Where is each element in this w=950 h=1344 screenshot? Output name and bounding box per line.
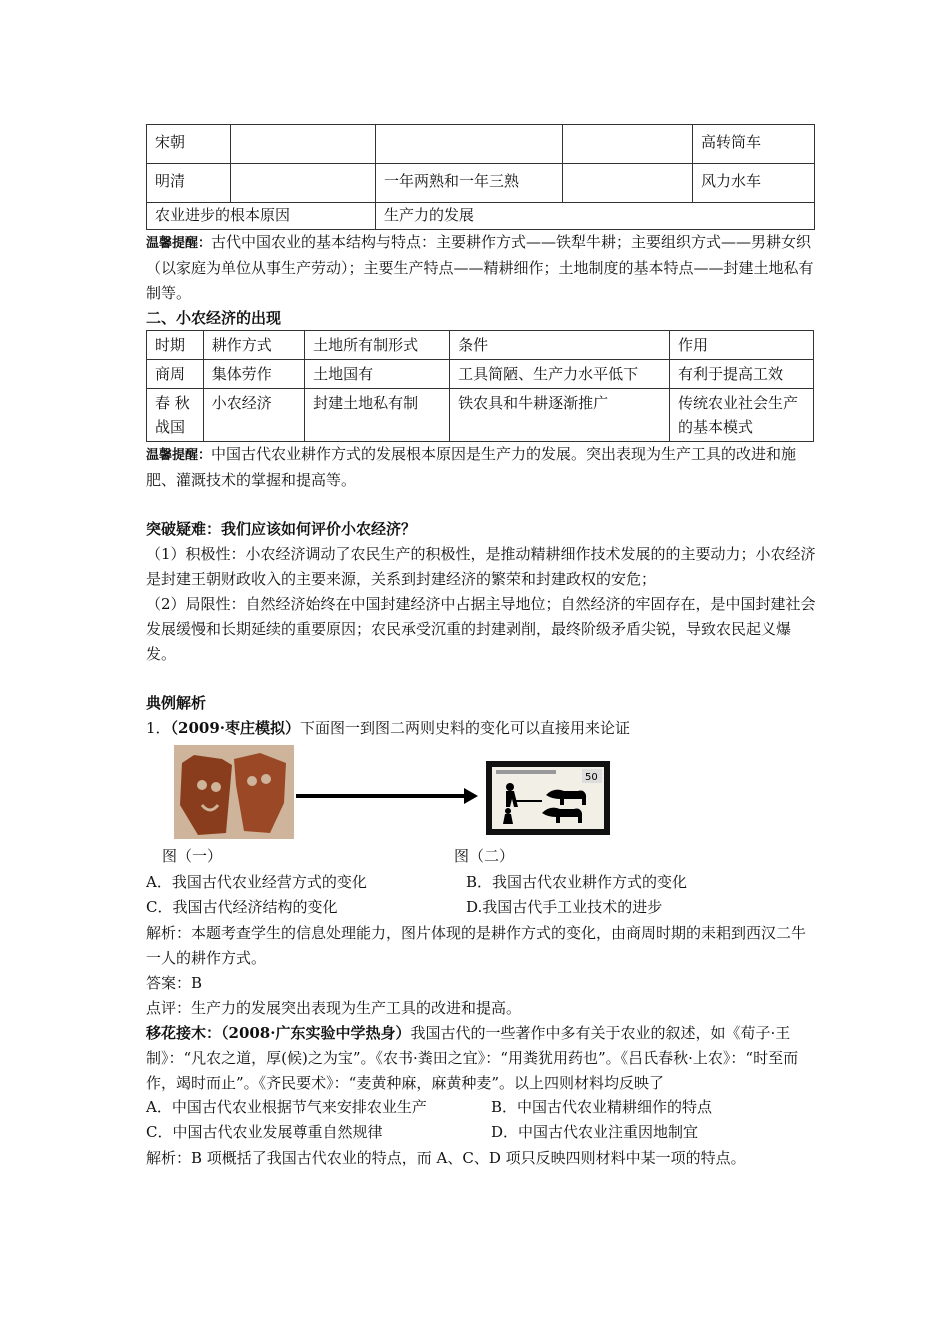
breakthrough-title: 突破疑难：我们应该如何评价小农经济？ (146, 520, 417, 538)
analysis: 解析：B 项概括了我国古代农业的特点，而 A、C、D 项只反映四则材料中某一项的特点。 (146, 1149, 746, 1167)
section-title: 二、小农经济的出现 (146, 309, 282, 327)
figure-caption: 图（一） (162, 847, 223, 865)
figure-captions (146, 845, 816, 871)
tip-text: 中国古代农业耕作方式的发展根本原因是生产力的发展。突出表现为生产工具的改进和施肥、灌溉技术的掌握和提高等。 (146, 445, 797, 489)
examples-title: 典例解析 (146, 694, 207, 712)
table-cell (231, 164, 376, 203)
ox-plough-stamp (486, 761, 610, 835)
option-c: C．我国古代经济结构的变化 (146, 898, 338, 916)
option-a: A．我国古代农业经营方式的变化 (146, 873, 367, 891)
table-cell: 铁农具和牛耕逐渐推广 (450, 389, 670, 442)
column-header: 作用 (670, 331, 814, 360)
svg-text:50: 50 (585, 772, 598, 783)
question-text: 下面图一到图二两则史料的变化可以直接用来论证 (300, 719, 631, 737)
option-c: C．中国古代农业发展尊重自然规律 (146, 1123, 383, 1141)
table-cell: 明清 (147, 164, 231, 203)
table-cell: 有利于提高工效 (670, 360, 814, 389)
table-cell: 生产力的发展 (376, 203, 815, 230)
table-cell: 风力水车 (693, 164, 815, 203)
column-header: 耕作方式 (203, 331, 304, 360)
small-farming-table (146, 330, 814, 442)
table-cell (563, 164, 693, 203)
tip-label: 温馨提醒： (146, 448, 212, 463)
comment: 点评：生产力的发展突出表现为生产工具的改进和提高。 (146, 999, 522, 1017)
table-cell: 商周 (147, 360, 204, 389)
table-row (147, 389, 814, 442)
table-row (147, 125, 815, 164)
table-cell: 封建土地私有制 (305, 389, 450, 442)
option-d: D.我国古代手工业技术的进步 (466, 898, 663, 916)
question-2 (146, 1021, 816, 1096)
table-cell (376, 125, 563, 164)
table-cell: 集体劳作 (203, 360, 304, 389)
table-cell: 一年两熟和一年三熟 (376, 164, 563, 203)
option-row (146, 1096, 816, 1121)
table-cell (231, 125, 376, 164)
table-cell: 春 秋 战国 (147, 389, 204, 442)
agriculture-table (146, 124, 815, 230)
tip-text: 古代中国农业的基本结构与特点：主要耕作方式——铁犁牛耕；主要组织方式——男耕女织（以家庭为单位从事生产劳动）；主要生产特点——精耕细作；土地制度的基本特点——封建土地私有制等。 (146, 233, 814, 302)
option-a: A．中国古代农业根据节气来安排农业生产 (146, 1098, 427, 1116)
table-cell: 土地国有 (305, 360, 450, 389)
document-page (146, 124, 816, 1171)
table-cell (563, 125, 693, 164)
analysis: 解析：本题考查学生的信息处理能力，图片体现的是耕作方式的变化，由商周时期的耒耜到西汉二牛一人的耕作方式。 (146, 924, 807, 967)
ancient-tool-photo (174, 745, 294, 839)
table-row (147, 203, 815, 230)
question-number: 1． (146, 719, 171, 737)
table-cell: 高转筒车 (693, 125, 815, 164)
tip-label: 温馨提醒： (146, 236, 212, 251)
question-source: （2009·枣庄模拟） (170, 719, 301, 737)
question-1 (146, 716, 816, 741)
table-cell: 小农经济 (203, 389, 304, 442)
arrow-icon (464, 788, 478, 804)
answer: 答案：B (146, 974, 203, 992)
breakthrough-point: （1）积极性：小农经济调动了农民生产的积极性，是推动精耕细作技术发展的的主要动力；小农经济是封建王朝财政收入的主要来源，关系到封建经济的繁荣和封建政权的安危； (146, 545, 816, 588)
table-cell: 宋朝 (147, 125, 231, 164)
column-header: 时期 (147, 331, 204, 360)
table-cell: 工具简陋、生产力水平低下 (450, 360, 670, 389)
breakthrough-point: （2）局限性：自然经济始终在中国封建经济中占据主导地位；自然经济的牢固存在，是中国封建社会发展缓慢和长期延续的重要原因；农民承受沉重的封建剥削，最终阶级矛盾尖锐，导致农民起义爆发。 (146, 595, 816, 663)
table-row (147, 164, 815, 203)
question-text: 我国古代的一些著作中多有关于农业的叙述，如《荀子·王制》：“凡农之道，厚(候)之为宝”。《农书·粪田之宜》：“用粪犹用药也”。《吕氏春秋·上农》：“时至而作，竭时而止”。《齐民要术》：“麦黄种麻，麻黄种麦”。以上四则材料均反映了 (146, 1024, 799, 1092)
figure-caption: 图（二） (454, 847, 515, 865)
option-d: D．中国古代农业注重因地制宜 (491, 1123, 699, 1141)
table-cell: 传统农业社会生产的基本模式 (670, 389, 814, 442)
arrow-shaft (296, 794, 466, 798)
column-header: 土地所有制形式 (305, 331, 450, 360)
column-header: 条件 (450, 331, 670, 360)
tip-paragraph (146, 230, 816, 306)
tip-paragraph (146, 442, 816, 493)
option-row (146, 896, 816, 921)
option-b: B．中国古代农业精耕细作的特点 (491, 1098, 713, 1116)
table-row (147, 360, 814, 389)
table-cell: 农业进步的根本原因 (147, 203, 376, 230)
figures (146, 745, 816, 845)
option-row (146, 1121, 816, 1146)
table-header-row (147, 331, 814, 360)
option-b: B．我国古代农业耕作方式的变化 (466, 873, 688, 891)
option-row (146, 871, 816, 896)
question-label: 移花接木：（2008·广东实验中学热身） (146, 1024, 411, 1042)
